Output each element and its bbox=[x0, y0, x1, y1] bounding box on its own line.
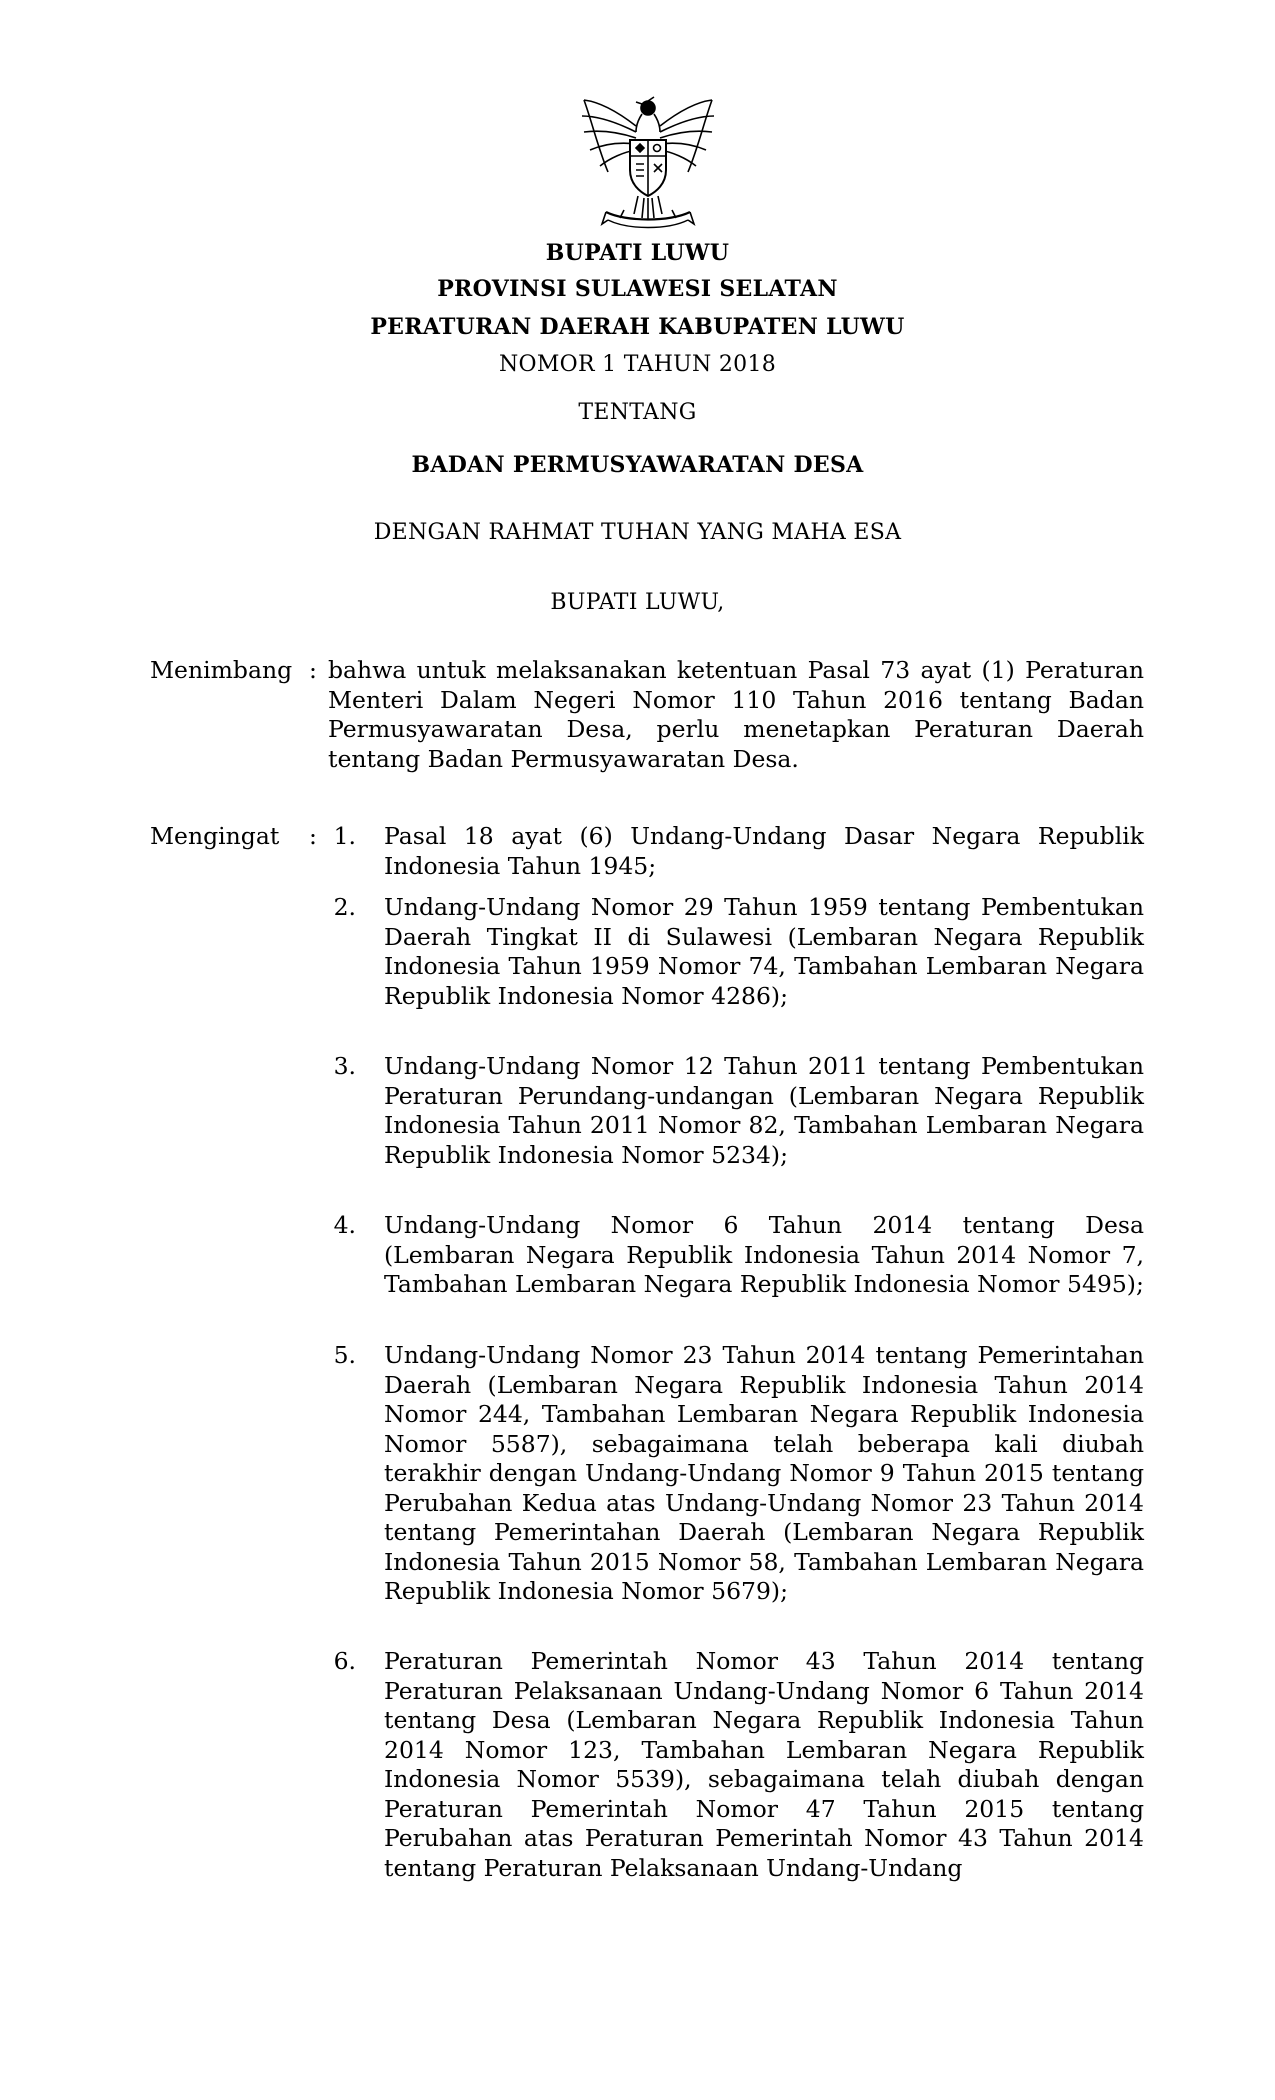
rahmat-line: DENGAN RAHMAT TUHAN YANG MAHA ESA bbox=[373, 520, 902, 545]
bupati-line: BUPATI LUWU, bbox=[550, 590, 725, 615]
mengingat-item-3-number: 3. bbox=[333, 1052, 356, 1080]
mengingat-item-3-text: Undang-Undang Nomor 12 Tahun 2011 tentang Pembentukan Peraturan Perundang-undangan (Lembaran Negara Republik Indonesia Tahun 2011 Nomor 82, Tambahan Lembaran Negara Republik Indonesia Nomor 5234); bbox=[384, 1052, 1144, 1169]
mengingat-item-4-text: Undang-Undang Nomor 6 Tahun 2014 tentang Desa (Lembaran Negara Republik Indonesia Tahun 2014 Nomor 7, Tambahan Lembaran Negara Republik Indonesia Nomor 5495); bbox=[384, 1211, 1144, 1298]
menimbang-colon: : bbox=[309, 656, 317, 684]
mengingat-item-5-number: 5. bbox=[333, 1341, 356, 1369]
mengingat-item-4-number: 4. bbox=[333, 1211, 356, 1239]
mengingat-item-2-number: 2. bbox=[333, 893, 356, 921]
heading-provinsi: PROVINSI SULAWESI SELATAN bbox=[437, 276, 838, 302]
mengingat-item-6-text: Peraturan Pemerintah Nomor 43 Tahun 2014 tentang Peraturan Pelaksanaan Undang-Undang Nomor 6 Tahun 2014 tentang Desa (Lembaran Negara Republik Indonesia Tahun 2014 Nomor 123, Tambahan Lembaran Negara Republik Indonesia Nomor 5539), sebagaimana telah diubah dengan Peraturan Pemerintah Nomor 47 Tahun 2015 tentang Perubahan atas Peraturan Pemerintah Nomor 43 Tahun 2014 tentang Peraturan Pelaksanaan Undang-Undang bbox=[384, 1647, 1144, 1882]
menimbang-text: bahwa untuk melaksanakan ketentuan Pasal 73 ayat (1) Peraturan Menteri Dalam Negeri Nomor 110 Tahun 2016 tentang Badan Permusyawaratan Desa, perlu menetapkan Peraturan Daerah tentang Badan Permusyawaratan Desa. bbox=[328, 656, 1144, 773]
mengingat-item-6-number: 6. bbox=[333, 1647, 356, 1675]
mengingat-item-1-number: 1. bbox=[333, 822, 356, 850]
garuda-emblem-icon bbox=[578, 92, 718, 234]
mengingat-item-2-text: Undang-Undang Nomor 29 Tahun 1959 tentang Pembentukan Daerah Tingkat II di Sulawesi (Lembaran Negara Republik Indonesia Tahun 1959 Nomor 74, Tambahan Lembaran Negara Republik Indonesia Nomor 4286); bbox=[384, 893, 1144, 1010]
heading-peraturan: PERATURAN DAERAH KABUPATEN LUWU bbox=[370, 314, 905, 340]
regulation-number: NOMOR 1 TAHUN 2018 bbox=[498, 352, 777, 377]
mengingat-label: Mengingat bbox=[150, 822, 280, 850]
tentang-label: TENTANG bbox=[578, 400, 697, 425]
mengingat-item-1-text: Pasal 18 ayat (6) Undang-Undang Dasar Negara Republik Indonesia Tahun 1945; bbox=[384, 822, 1144, 880]
menimbang-label: Menimbang bbox=[150, 656, 293, 684]
heading-bupati: BUPATI LUWU bbox=[545, 240, 730, 266]
regulation-subject: BADAN PERMUSYAWARATAN DESA bbox=[411, 452, 864, 478]
mengingat-colon: : bbox=[309, 822, 317, 850]
mengingat-item-5-text: Undang-Undang Nomor 23 Tahun 2014 tentang Pemerintahan Daerah (Lembaran Negara Republik Indonesia Tahun 2014 Nomor 244, Tambahan Lembaran Negara Republik Indonesia Nomor 5587), sebagaimana telah beberapa kali diubah terakhir dengan Undang-Undang Nomor 9 Tahun 2015 tentang Perubahan Kedua atas Undang-Undang Nomor 23 Tahun 2014 tentang Pemerintahan Daerah (Lembaran Negara Republik Indonesia Tahun 2015 Nomor 58, Tambahan Lembaran Negara Republik Indonesia Nomor 5679); bbox=[384, 1341, 1144, 1605]
